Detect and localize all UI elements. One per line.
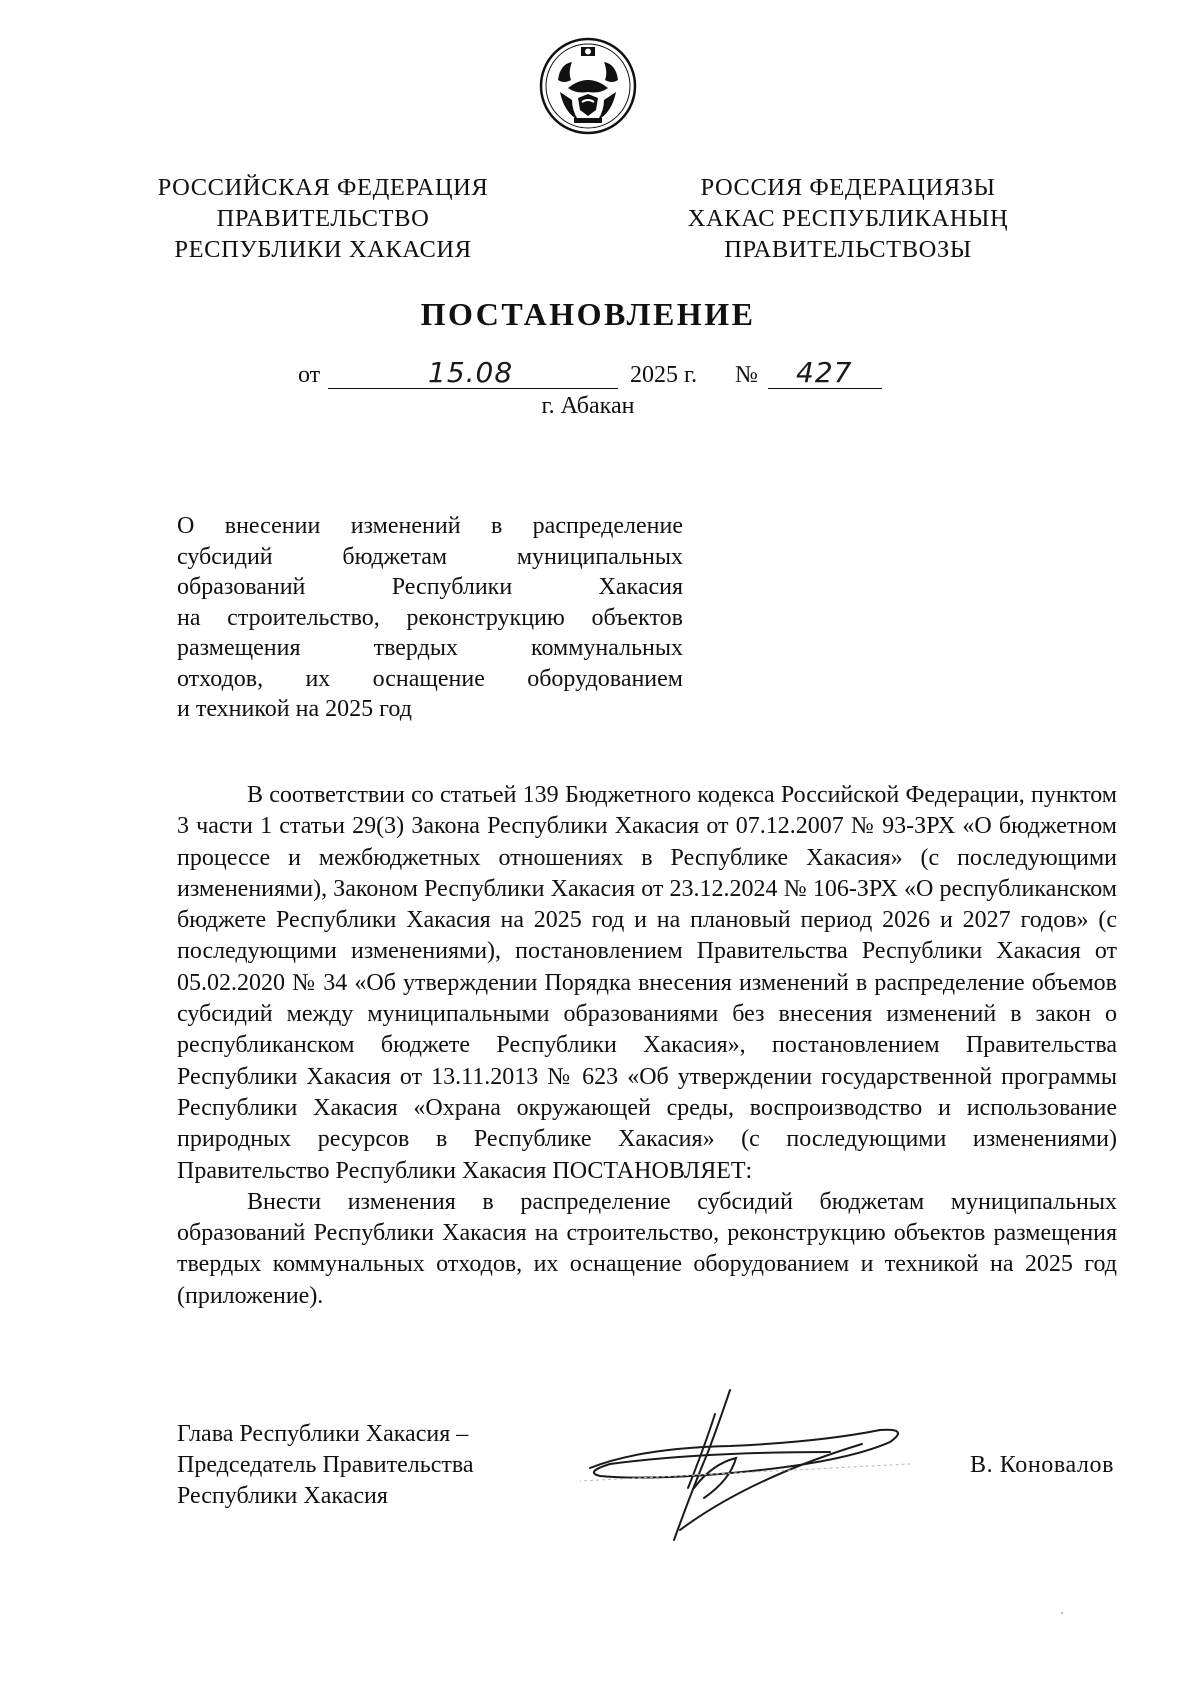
date-prefix: от [298,362,321,388]
signatory-title-line: Председатель Правительства [177,1452,474,1478]
signatory-title [177,1419,474,1512]
city-name: г. Абакан [541,393,635,419]
subject-line: образований Республики Хакасия [177,574,683,600]
header-right-line: ПРАВИТЕЛЬСТВОЗЫ [724,236,972,263]
document-title: ПОСТАНОВЛЕНИЕ [420,296,756,332]
body-text [177,780,1117,1312]
scan-speck [1061,1612,1063,1614]
date-year: 2025 г. [630,362,698,388]
number-label: № [735,362,758,388]
subject-line: и техникой на 2025 год [177,696,412,722]
subject-line: размещения твердых коммунальных [177,635,683,661]
header-left-line: РОССИЙСКАЯ ФЕДЕРАЦИЯ [157,174,489,201]
header-left [133,172,513,265]
header-right-line: ХАКАС РЕСПУБЛИКАНЫҢ [687,205,1009,232]
header-left-line: ПРАВИТЕЛЬСТВО [216,205,430,232]
header-right-line: РОССИЯ ФЕДЕРАЦИЯЗЫ [700,174,996,201]
subject-block [177,511,683,725]
handwritten-signature-icon [580,1360,960,1550]
body-paragraph-2-text: Внести изменения в распределение субсидий бюджетам муниципальных образований Республики Хакасия на строительство, реконструкцию объектов размещения твердых коммунальных отходов, их оснащение оборудованием и техникой на 2025 год (приложение). [177,1188,1117,1309]
handwritten-date: 15.08 [428,356,514,389]
handwritten-number: 427 [796,356,853,389]
signer-name: В. Коновалов [970,1452,1115,1478]
subject-line: отходов, их оснащение оборудованием [177,665,683,692]
subject-line: О внесении изменений в распределение [177,513,683,539]
subject-line: субсидий бюджетам муниципальных [177,543,683,570]
body-paragraph-1-text: В соответствии со статьей 139 Бюджетного кодекса Российской Федерации, пунктом 3 части 1 статьи 29(3) Закона Республики Хакасия от 07.12.2007 № 93-ЗРХ «О бюджетном процессе и межбюджетных отношениях в Республике Хакасия» (с последующими изменениями), Законом Республики Хакасия от 23.12.2024 № 106-ЗРХ «О республиканском бюджете Республики Хакасия на 2025 год и на плановый период 2026 и 2027 годов» (с последующими изменениями), постановлением Правительства Республики Хакасия от 05.02.2020 № 34 «Об утверждении Порядка внесения изменений в распределение объемов субсидий между муниципальными образованиями без внесения изменений в закон о республиканском бюджете Республики Хакасия», постановлением Правительства Республики Хакасия от 13.11.2013 № 623 «Об утверждении государственной программы Республики Хакасия «Охрана окружающей среды, воспроизводство и использование природных ресурсов в Республике Хакасия» (с последующими изменениями) Правительство Республики Хакасия ПОСТАНОВЛЯЕТ: [177,782,1117,1184]
header-right [658,172,1038,265]
signatory-title-line: Республики Хакасия [177,1483,388,1509]
signatory-title-line: Глава Республики Хакасия – [177,1421,469,1447]
subject-line: на строительство, реконструкцию объектов [177,604,683,631]
body-paragraph-1 [177,780,1117,1187]
coat-of-arms-emblem-icon [538,36,638,136]
body-paragraph-2 [177,1187,1117,1312]
header-left-line: РЕСПУБЛИКИ ХАКАСИЯ [174,236,472,263]
